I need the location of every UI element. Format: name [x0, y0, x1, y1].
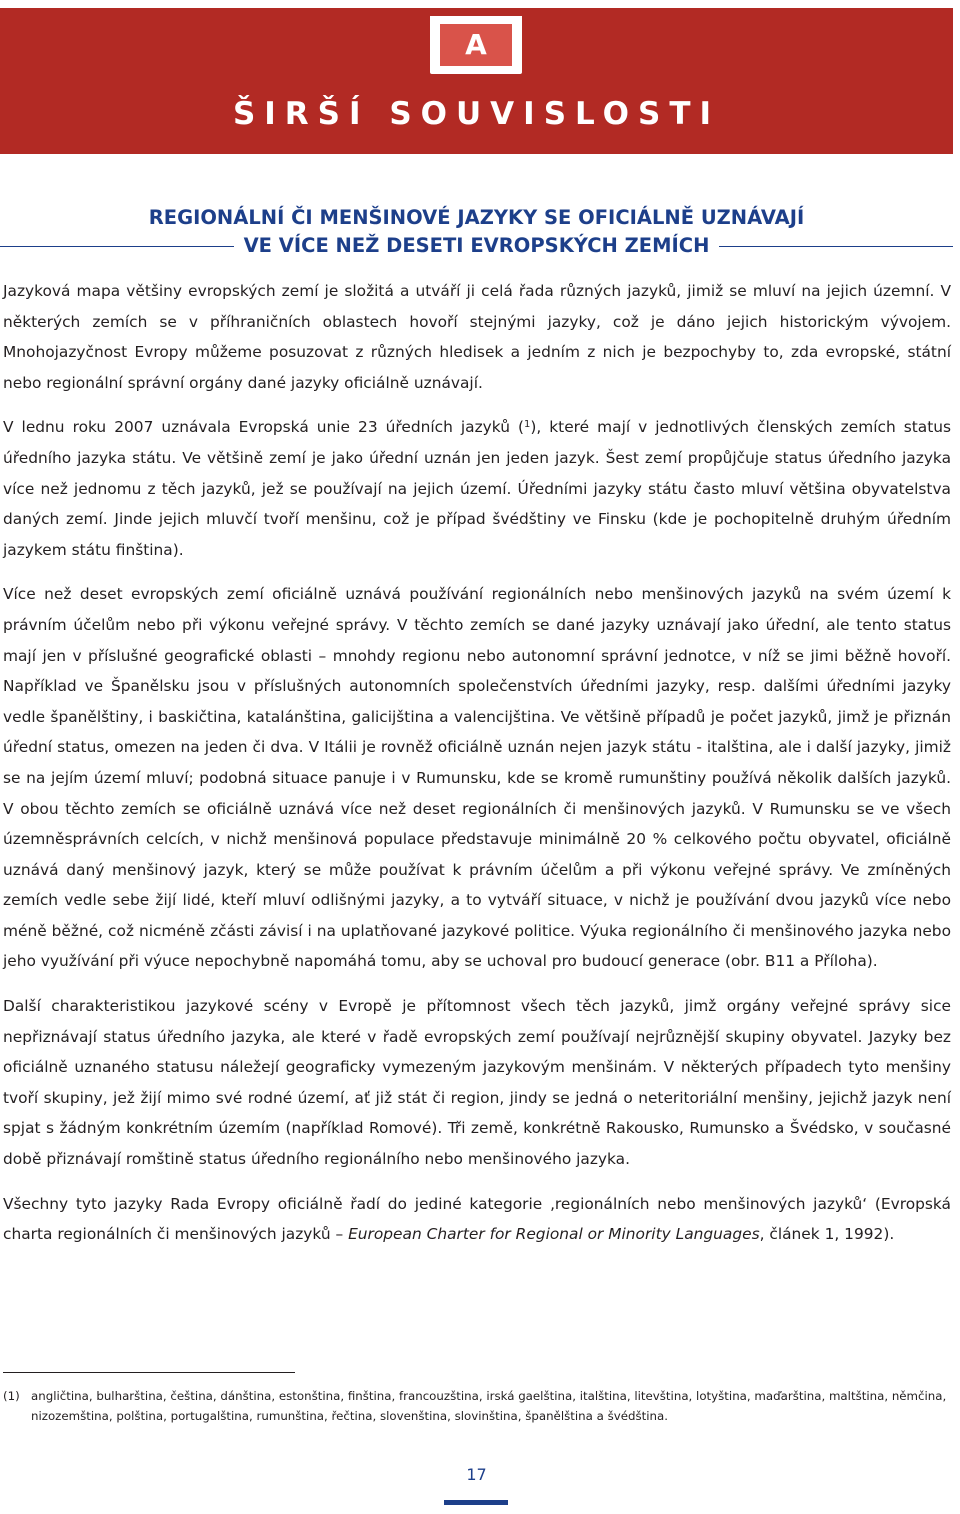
paragraph-1: Jazyková mapa většiny evropských zemí je složitá a utváří ji celá řada různých jazyků, jimiž se mluví na jejich územní. V některých zemích se v příhraničních oblastech hovoří stejnými jazyky, což je dáno jejich historickým vývojem. Mnohojazyčnost Evropy můžeme posuzovat z různých hledisek a jedním z nich je bezpochyby to, zda evropské, státní nebo regionální správní orgány dané jazyky oficiálně uznávají. [3, 282, 951, 392]
paragraph-3: Více než deset evropských zemí oficiálně uznává používání regionálních nebo menšinových jazyků na svém území k právním účelům nebo při výkonu veřejné správy. V těchto zemích se dané jazyky uznávají jako úřední, ale tento status mají jen v příslušné geografické oblasti – mnohdy regionu nebo autonomní správní jednotce, v níž se jimi běžně hovoří. Například ve Španělsku jsou v příslušných autonomních společenstvích úředními jazyky, resp. dalšími úředními jazyky vedle španělštiny, i baskičtina, katalánština, galicijština a valencijština. Ve většině případů je počet jazyků, jimž je přiznán úřední status, omezen na jeden či dva. V Itálii je rovněž oficiálně uznán nejen jazyk státu - italština, ale i další jazyky, jimiž se na jejím území mluví; podobná situace panuje i v Rumunsku, kde se kromě rumunštiny používá několik dalších jazyků. V obou těchto zemích se oficiálně uznává více než deset regionálních či menšinových jazyků. V Rumunsku se ve všech územněsprávních celcích, v nichž menšinová populace představuje minimálně 20 % celkového počtu obyvatel, oficiálně uznává daný menšinový jazyk, který se může používat k právním účelům a při výkonu veřejné správy. Ve zmíněných zemích vedle sebe žijí lidé, kteří mluví odlišnými jazyky, a to vytváří situace, v nichž je používání dvou jazyků více nebo méně běžné, což nicméně zčásti závisí i na uplatňované jazykové politice. Výuka regionálního či menšinového jazyka nebo jeho využívání při výuce nepochybně napomáhá tomu, aby se uchoval pro budoucí generace (obr. B11 a Příloha). [3, 585, 951, 971]
footnote-ref[interactable]: 1 [523, 419, 531, 431]
section-banner [0, 8, 953, 154]
heading-rule-right [719, 246, 953, 247]
footnote [3, 1386, 951, 1426]
heading-rule-left [0, 246, 234, 247]
paragraph-5-part-1: Všechny tyto jazyky Rada Evropy oficiálně řadí do jediné kategorie ‚regionálních nebo menšinových jazyků‘ (Evropská charta regionálních či menšinových jazyků – [3, 1194, 951, 1244]
section-heading [0, 204, 953, 260]
section-badge [430, 16, 522, 74]
section-letter: A [440, 24, 512, 66]
banner-title: ŠIRŠÍ SOUVISLOSTI [232, 96, 721, 132]
paragraph-4: Další charakteristikou jazykové scény v Evropě je přítomnost všech těch jazyků, jimž orgány veřejné správy sice nepřiznávají status úředního jazyka, ale které v řadě evropských zemí používají nejrůznější skupiny obyvatel. Jazyky bez oficiálně uznaného statusu náležejí geograficky vymezeným jazykovým menšinám. V některých případech tyto menšiny tvoří skupiny, jež žijí mimo své rodné území, ať již stát či region, jindy se jedná o neteritoriální menšiny, jejichž jazyk není spjat s žádným konkrétním územím (například Romové). Tři země, konkrétně Rakousko, Rumunsko a Švédsko, v současné době přiznávají romštině status úředního regionálního nebo menšinového jazyka. [3, 997, 951, 1169]
heading-line-2: VE VÍCE NEŽ DESETI EVROPSKÝCH ZEMÍCH [243, 234, 710, 257]
paragraph-5 [3, 1189, 951, 1250]
footnote-divider [3, 1372, 295, 1373]
heading-line-1: REGIONÁLNÍ ČI MENŠINOVÉ JAZYKY SE OFICIÁLNĚ UZNÁVAJÍ [148, 206, 805, 229]
footnote-text: angličtina, bulharština, čeština, dánština, estonština, finština, francouzština, irská gaelština, italština, litevština, lotyština, maďarština, maltština, němčina, nizozemština, polština, portugalština, rumunština, řečtina, slovenština, slovinština, španělština a švédština. [31, 1389, 947, 1423]
paragraph-2-part-2: ), které mají v jednotlivých členských zemích status úředního jazyka státu. Ve většině zemí je jako úřední uznán jen jeden jazyk. Šest zemí propůjčuje status úředního jazyka více než jednomu z těch jazyků, jež se používají na jejich území. Úředními jazyky státu často mluví většina obyvatelstva daných zemí. Jinde jejich mluvčí tvoří menšinu, což je případ švédštiny ve Finsku (kde je pochopitelně druhým úředním jazykem státu finština). [3, 418, 952, 559]
page-number-bar [444, 1500, 508, 1505]
body-text [3, 276, 951, 1264]
paragraph-5-part-2: , článek 1, 1992). [759, 1225, 895, 1244]
paragraph-2-part-1: V lednu roku 2007 uznávala Evropská unie 23 úředních jazyků ( [3, 418, 524, 437]
heading-line-2-row [0, 232, 953, 260]
paragraph-2 [3, 412, 951, 565]
page-number: 17 [466, 1465, 487, 1484]
footnote-mark: (1) [3, 1389, 20, 1403]
charter-title: European Charter for Regional or Minority Languages [348, 1225, 760, 1244]
